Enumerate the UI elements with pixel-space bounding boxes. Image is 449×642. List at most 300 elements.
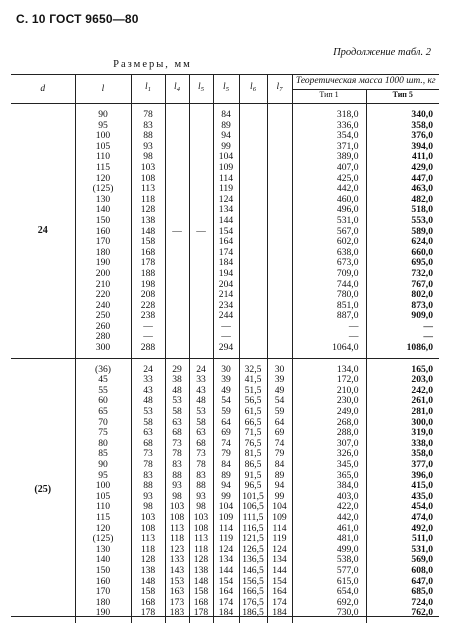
table-cell: 442,0: [336, 183, 359, 195]
table-cell: 178: [140, 257, 156, 269]
table-cell: 74: [274, 437, 285, 449]
table-cell: 158: [140, 236, 156, 248]
table-cell: 767,0: [411, 278, 433, 290]
table-cell: 425,0: [336, 172, 359, 184]
col-l5b: [213, 358, 239, 623]
table-cell: 88: [196, 480, 206, 492]
table-cell: 538,0: [336, 554, 359, 566]
table-cell: 79: [221, 448, 231, 460]
table-cell: 30: [221, 363, 231, 375]
table-cell: (36): [95, 363, 111, 375]
col-type5-mass: [366, 104, 439, 359]
table-cell: 118: [193, 543, 209, 555]
table-cell: 73: [143, 448, 153, 460]
table-cell: 165,0: [411, 363, 433, 375]
table-cell: 180: [95, 596, 111, 608]
table-cell: 172,0: [336, 374, 359, 386]
table-cell: —: [423, 331, 433, 343]
table-cell: 300,0: [411, 416, 433, 428]
table-cell: 49: [274, 384, 285, 396]
table-cell: 154: [218, 575, 234, 587]
table-cell: 58: [196, 416, 206, 428]
table-cell: 695,0: [411, 257, 433, 269]
table-cell: 79: [274, 448, 285, 460]
table-cell: 78: [196, 459, 206, 470]
table-cell: 43: [143, 384, 153, 396]
col-header-type5: Тип 5: [366, 90, 439, 104]
table-cell: 140: [95, 554, 111, 566]
table-cell: 126,5: [242, 543, 264, 555]
table-cell: 109: [218, 511, 234, 523]
table-cell: 184: [218, 607, 234, 619]
cell-d: (25): [11, 358, 75, 623]
table-cell: 120: [95, 172, 111, 184]
table-cell: 134: [272, 554, 287, 566]
table-cell: 83: [143, 469, 153, 481]
table-cell: 164: [218, 586, 234, 598]
table-cell: 39: [274, 374, 285, 386]
table-continuation-label: Продолжение табл. 2: [333, 47, 431, 58]
table-cell: 78: [172, 448, 182, 460]
table-cell: 281,0: [411, 406, 433, 418]
table-cell: 73: [196, 448, 206, 460]
table-cell: 53: [172, 395, 182, 407]
table-cell: 365,0: [336, 469, 359, 481]
table-cell: 511,0: [411, 533, 433, 545]
dimensions-table: [11, 74, 439, 623]
col-l: [75, 358, 131, 623]
table-cell: 411,0: [411, 151, 433, 163]
table-cell: 673,0: [336, 257, 359, 269]
table-cell: 93: [196, 490, 206, 502]
table-cell: 647,0: [411, 575, 433, 587]
table-cell: 173: [169, 596, 185, 608]
table-cell: 71,5: [244, 427, 262, 439]
table-cell: 150: [95, 564, 111, 576]
col-l7: [267, 358, 292, 623]
table-cell: 133: [169, 554, 185, 566]
table-cell: 184: [218, 257, 234, 269]
table-cell: 134: [218, 554, 234, 566]
table-cell: 154: [272, 575, 287, 587]
table-cell: (125): [92, 533, 114, 545]
col-l1: [131, 104, 165, 359]
table-cell: 93: [143, 490, 153, 502]
table-cell: 59: [274, 406, 285, 418]
col-header-d: d: [11, 75, 75, 104]
table-cell: 170: [95, 586, 111, 598]
col-l4: [165, 104, 189, 359]
table-cell: 294: [218, 342, 234, 354]
table-cell: 384,0: [336, 480, 359, 492]
table-cell: 1064,0: [332, 342, 359, 354]
table-cell: 190: [95, 607, 111, 619]
table-cell: 268,0: [336, 416, 359, 428]
table-cell: 70: [98, 416, 108, 428]
table-cell: 569,0: [411, 554, 433, 566]
table-cell: 180: [95, 246, 111, 258]
table-cell: 111,5: [242, 511, 264, 523]
table-cell: 461,0: [336, 522, 359, 534]
table-cell: 184: [272, 607, 287, 619]
table-cell: 128: [140, 554, 156, 566]
table-cell: 624,0: [411, 236, 433, 248]
table-cell: 74: [221, 437, 231, 449]
table-cell: 118: [140, 543, 156, 555]
table-cell: 240: [95, 299, 111, 311]
col-l5b: [213, 104, 239, 359]
table-cell: 422,0: [336, 501, 359, 513]
table-cell: 83: [143, 119, 153, 131]
table-cell: 98: [143, 501, 153, 513]
table-cell: 89: [221, 119, 231, 131]
table-cell: 100: [95, 130, 111, 142]
table-cell: 164: [218, 236, 234, 248]
table-cell: 93: [143, 140, 153, 152]
table-cell: 84: [274, 459, 285, 470]
table-cell: 389,0: [336, 151, 359, 163]
table-bottom-rule: [11, 616, 439, 617]
table-cell: 230,0: [336, 395, 359, 407]
table-cell: 153: [169, 575, 185, 587]
table-cell: 567,0: [336, 225, 359, 237]
table-cell: 95: [98, 469, 108, 481]
table-cell: 482,0: [411, 193, 433, 205]
col-header-l7: $l_7$: [267, 75, 292, 104]
table-cell: 499,0: [336, 543, 359, 555]
table-cell: 39: [221, 374, 231, 386]
table-cell: 242,0: [411, 384, 433, 396]
table-cell: 58: [172, 406, 182, 418]
table-cell: 851,0: [336, 299, 359, 311]
table-cell: 99: [221, 490, 231, 502]
table-cell: 238: [140, 310, 156, 322]
table-cell: 24: [196, 363, 206, 375]
table-cell: 96,5: [244, 480, 262, 492]
table-cell: 91,5: [244, 469, 262, 481]
table-cell: 64: [274, 416, 285, 428]
table-cell: 654,0: [336, 586, 359, 598]
table-cell: —: [172, 225, 182, 237]
table-cell: 94: [221, 130, 231, 142]
table-cell: 103: [193, 511, 209, 523]
table-cell: 709,0: [336, 267, 359, 279]
table-cell: 244: [218, 310, 234, 322]
table-cell: 43: [196, 384, 206, 396]
col-l5: [189, 358, 213, 623]
table-cell: 100: [95, 480, 111, 492]
table-cell: 288: [140, 342, 156, 354]
table-cell: 148: [140, 575, 156, 587]
table-cell: 68: [143, 437, 153, 449]
col-header-l5: $l_5$: [189, 75, 213, 104]
table-cell: 692,0: [336, 596, 359, 608]
table-cell: 64: [221, 416, 231, 428]
table-cell: 148: [193, 575, 209, 587]
table-header: [11, 75, 439, 104]
table-cell: 98: [196, 501, 206, 513]
table-cell: 802,0: [411, 289, 433, 301]
table-cell: 138: [193, 564, 209, 576]
table-cell: 136,5: [242, 554, 264, 566]
table-cell: 95: [98, 119, 108, 131]
table-cell: 54: [274, 395, 285, 407]
table-cell: 144: [272, 564, 287, 576]
table-cell: 103: [140, 161, 156, 173]
table-cell: 531,0: [411, 543, 433, 555]
table-cell: 94: [274, 480, 285, 492]
table-cell: 89: [221, 469, 231, 481]
table-cell: 188: [140, 267, 156, 279]
table-cell: 75: [98, 427, 108, 439]
table-cell: 30: [274, 363, 285, 375]
table-cell: 873,0: [411, 299, 433, 311]
col-l: [75, 104, 131, 359]
table-cell: 210,0: [336, 384, 359, 396]
table-cell: 190: [95, 257, 111, 269]
table-cell: 104: [272, 501, 287, 513]
table-cell: 474,0: [411, 511, 433, 523]
col-type1-mass: [292, 358, 366, 623]
table-cell: —: [221, 320, 231, 332]
table-cell: 109: [272, 511, 287, 523]
group-d-25: [11, 358, 439, 623]
table-cell: 63: [143, 427, 153, 439]
table-cell: 120: [95, 522, 111, 534]
table-cell: 170: [95, 236, 111, 248]
table-cell: 144: [218, 564, 234, 576]
table-cell: —: [143, 331, 153, 343]
table-cell: 762,0: [411, 607, 433, 619]
table-cell: 65: [98, 406, 108, 418]
table-cell: 887,0: [336, 310, 359, 322]
table-cell: 435,0: [411, 490, 433, 502]
table-cell: 210: [95, 278, 111, 290]
table-cell: 29: [172, 363, 182, 375]
table-cell: 174: [218, 246, 234, 258]
table-cell: 176,5: [242, 596, 264, 608]
table-cell: —: [348, 331, 359, 343]
dimensions-title: Размеры, мм: [113, 59, 192, 70]
table-cell: 41,5: [244, 374, 262, 386]
table-cell: 103: [140, 511, 156, 523]
table-cell: 130: [95, 193, 111, 205]
table-cell: 81,5: [244, 448, 262, 460]
table-cell: 105: [95, 140, 111, 152]
table-cell: 442,0: [336, 511, 359, 523]
table-cell: 178: [193, 607, 209, 619]
table-cell: 118: [169, 533, 185, 545]
col-l6: [239, 358, 267, 623]
table-cell: 261,0: [411, 395, 433, 407]
table-cell: 154: [218, 225, 234, 237]
table-cell: 113: [140, 183, 156, 195]
table-cell: 160: [95, 575, 111, 587]
table-cell: 186,5: [242, 607, 264, 619]
table-cell: 134,0: [336, 363, 359, 375]
table-cell: 403,0: [336, 490, 359, 502]
table-cell: 114: [218, 172, 234, 184]
table-cell: 124: [218, 193, 234, 205]
table-cell: 33: [143, 374, 153, 386]
table-cell: 377,0: [411, 459, 433, 470]
table-cell: 69: [274, 427, 285, 439]
table-cell: 234: [218, 299, 234, 311]
table-cell: 589,0: [411, 225, 433, 237]
table-cell: 780,0: [336, 289, 359, 301]
table-cell: 553,0: [411, 214, 433, 226]
table-cell: 106,5: [242, 501, 264, 513]
table-cell: 54: [221, 395, 231, 407]
table-cell: 744,0: [336, 278, 359, 290]
table-cell: 178: [140, 607, 156, 619]
table-cell: 163: [169, 586, 185, 598]
table-cell: 454,0: [411, 501, 433, 513]
col-l5: [189, 104, 213, 359]
table-cell: 143: [169, 564, 185, 576]
table-cell: 118: [140, 193, 156, 205]
table-cell: 638,0: [336, 246, 359, 258]
table-cell: 1086,0: [406, 342, 433, 354]
col-header-l1: $l_1$: [131, 75, 165, 104]
table-cell: 68: [172, 427, 182, 439]
table-cell: 318,0: [336, 109, 359, 120]
table-cell: 38: [172, 374, 182, 386]
table-cell: 83: [172, 459, 182, 470]
table-cell: 174: [272, 596, 287, 608]
table-cell: 88: [172, 469, 182, 481]
table-cell: 93: [172, 480, 182, 492]
table-cell: —: [143, 320, 153, 332]
table-cell: 98: [143, 151, 153, 163]
table-cell: 496,0: [336, 204, 359, 216]
table-cell: 492,0: [411, 522, 433, 534]
table-cell: 280: [95, 331, 111, 343]
table-cell: 194: [218, 267, 234, 279]
table-cell: 319,0: [411, 427, 433, 439]
table-cell: 78: [143, 459, 153, 470]
table-cell: 608,0: [411, 564, 433, 576]
table-cell: 113: [169, 522, 185, 534]
table-cell: 114: [272, 522, 287, 534]
table-cell: 123: [169, 543, 185, 555]
table-cell: 685,0: [411, 586, 433, 598]
table-cell: 134: [218, 204, 234, 216]
table-cell: 338,0: [411, 437, 433, 449]
table-cell: 84: [221, 109, 231, 120]
table-cell: 166,5: [242, 586, 264, 598]
table-cell: 99: [274, 490, 285, 502]
table-cell: 407,0: [336, 161, 359, 173]
table-cell: 94: [221, 480, 231, 492]
table-cell: 119: [272, 533, 287, 545]
table-cell: 85: [98, 448, 108, 460]
table-cell: 164: [272, 586, 287, 598]
table-cell: 288,0: [336, 427, 359, 439]
table-cell: 103: [169, 501, 185, 513]
col-header-l4: $l_4$: [165, 75, 189, 104]
table-cell: 49: [221, 384, 231, 396]
table-cell: 463,0: [411, 183, 433, 195]
table-cell: 158: [140, 586, 156, 598]
table-cell: 174: [218, 596, 234, 608]
table-cell: 128: [193, 554, 209, 566]
table-cell: 228: [140, 299, 156, 311]
table-cell: 58: [143, 416, 153, 428]
table-cell: 55: [98, 384, 108, 396]
table-cell: 121,5: [242, 533, 264, 545]
table-cell: 168: [140, 596, 156, 608]
table-cell: 307,0: [336, 437, 359, 449]
table-cell: 394,0: [411, 140, 433, 152]
table-cell: 909,0: [411, 310, 433, 322]
table-cell: 615,0: [336, 575, 359, 587]
table-cell: 138: [140, 214, 156, 226]
table-cell: 358,0: [411, 119, 433, 131]
table-cell: —: [196, 225, 206, 237]
table-cell: 105: [95, 490, 111, 502]
table-cell: —: [221, 331, 231, 343]
table-cell: 59: [221, 406, 231, 418]
table-cell: 340,0: [411, 109, 433, 120]
table-cell: 90: [98, 459, 108, 470]
table-cell: 53: [196, 406, 206, 418]
table-cell: 115: [95, 161, 111, 173]
col-l4: [165, 358, 189, 623]
table-cell: 24: [143, 363, 153, 375]
col-type5-mass: [366, 358, 439, 623]
table-cell: 66,5: [244, 416, 262, 428]
table-cell: 115: [95, 511, 111, 523]
col-l6: [239, 104, 267, 359]
table-cell: 99: [221, 140, 231, 152]
table-cell: 32,5: [244, 363, 262, 375]
table-cell: 429,0: [411, 161, 433, 173]
table-cell: 724,0: [411, 596, 433, 608]
table-cell: 203,0: [411, 374, 433, 386]
table-cell: 183: [169, 607, 185, 619]
table-cell: 168: [140, 246, 156, 258]
table-cell: 146,5: [242, 564, 264, 576]
table-cell: 376,0: [411, 130, 433, 142]
table-cell: 51,5: [244, 384, 262, 396]
table-cell: 531,0: [336, 214, 359, 226]
table-cell: 84: [221, 459, 231, 470]
table-cell: 260: [95, 320, 111, 332]
table-cell: 108: [169, 511, 185, 523]
table-cell: 68: [196, 437, 206, 449]
table-cell: 110: [95, 151, 111, 163]
table-cell: 108: [193, 522, 209, 534]
table-cell: 60: [98, 395, 108, 407]
table-cell: 358,0: [411, 448, 433, 460]
table-cell: 160: [95, 225, 111, 237]
table-cell: 124: [272, 543, 287, 555]
table-cell: 116,5: [242, 522, 264, 534]
table-cell: 78: [143, 109, 153, 120]
table-cell: 144: [218, 214, 234, 226]
table-cell: 119: [218, 183, 234, 195]
table-cell: 148: [140, 225, 156, 237]
table-cell: 119: [218, 533, 234, 545]
table-cell: 336,0: [336, 119, 359, 131]
table-cell: —: [348, 320, 359, 332]
table-cell: 354,0: [336, 130, 359, 142]
table-cell: 80: [98, 437, 108, 449]
table-cell: 104: [218, 501, 234, 513]
col-header-type1: Тип 1: [292, 90, 366, 104]
table-cell: 326,0: [336, 448, 359, 460]
